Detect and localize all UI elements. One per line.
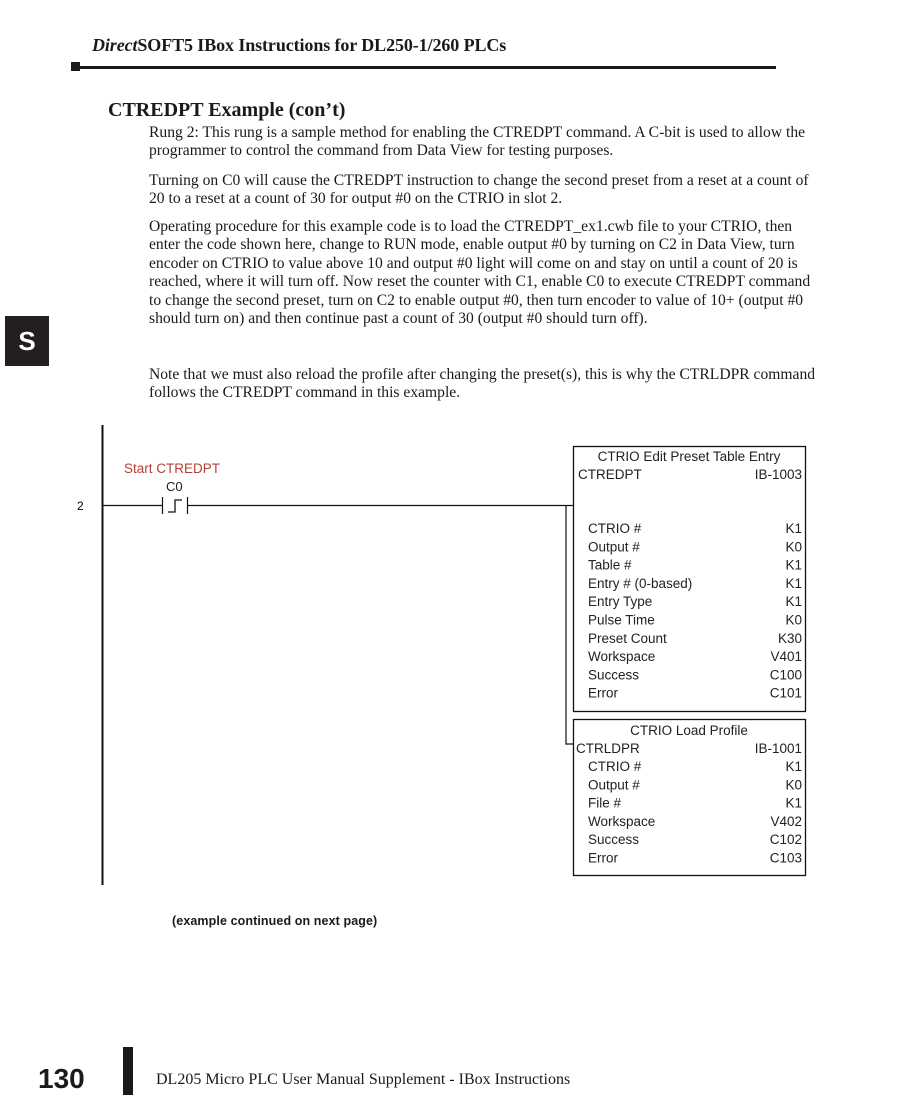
ibox-param-value[interactable]: K0 [785,612,802,628]
header-title-rest: SOFT5 IBox Instructions for DL250-1/260 PLCs [137,35,507,55]
paragraph-c0-behavior: Turning on C0 will cause the CTREDPT instruction to change the second preset from a reset at a count of 20 to a reset at a count of 30 for output #0 on the CTRIO in slot 2. [149,172,809,208]
ibox-param-label: Workspace [588,813,656,829]
ibox-param-label: Preset Count [588,630,667,646]
ibox-param-value[interactable]: K0 [785,777,802,793]
ibox-ctrldpr[interactable] [574,720,806,876]
ibox-param-value[interactable]: K1 [785,557,802,573]
ibox-param-value[interactable]: K1 [785,795,802,811]
ibox-param-value[interactable]: K1 [785,575,802,591]
paragraph-reload-note: Note that we must also reload the profile after changing the preset(s), this is why the CTRLDPR command follows the CTREDPT command in this example. [149,366,816,402]
ibox-param-value[interactable]: K1 [785,594,802,610]
paragraph-rung-description: Rung 2: This rung is a sample method for enabling the CTREDPT command. A C-bit is used to allow the programmer to control the command from Data View for testing purposes. [149,124,806,160]
ibox-param-label: Table # [588,557,632,573]
ibox-param-label: Output # [588,539,640,555]
ibox-param-value[interactable]: C100 [769,667,802,683]
ibox-code: IB-1001 [754,741,802,756]
ibox-param-value[interactable]: C103 [769,850,802,866]
footer-bar [123,1047,133,1095]
ibox-param-value[interactable]: K0 [785,539,802,555]
positive-edge-contact-icon[interactable] [163,497,188,514]
branch-wire [566,506,573,745]
contact-address: C0 [166,479,183,494]
ibox-param-label: Success [588,667,640,683]
ibox-param-label: Pulse Time [588,612,655,628]
ibox-param-label: CTRIO # [588,521,642,536]
ibox-param-label: Entry # (0-based) [588,575,693,591]
footer-title: DL205 Micro PLC User Manual Supplement - IBox Instructions [156,1071,571,1088]
page-number: 130 [38,1063,85,1094]
ibox-param-value[interactable]: C102 [769,832,802,848]
continued-note: (example continued on next page) [172,914,378,928]
ibox-param-value[interactable]: K30 [777,630,802,646]
ibox-code: IB-1003 [754,467,802,482]
section-title: CTREDPT Example (con’t) [108,99,346,121]
ibox-param-value[interactable]: K1 [785,759,802,774]
ibox-param-label: Output # [588,777,640,793]
ibox-param-label: Workspace [588,649,656,665]
header-brand-italic: Direct [92,35,138,55]
ibox-param-label: Success [588,832,640,848]
paragraph-operating-procedure: Operating procedure for this example code is to load the CTREDPT_ex1.cwb file to your CTRIO, then enter the code shown here, change to RUN mode, enable output #0 by turning on C2 in Data View, turn encoder on CTRIO to value above 10 and output #0 light will come on and stay on until a count of 20 is reached, where it will turn off. Now reset the counter with C1, enable C0 to execute CTREDPT command to change the second preset, turn on C2 to enable output #0, then turn encoder to value of 10+ (output #0 should turn on) and then continue past a count of 30 (output #0 should turn off). [149,218,811,328]
ibox-ctredpt[interactable] [574,447,806,712]
ibox-title: CTRIO Load Profile [630,723,748,738]
ibox-param-value[interactable]: K1 [785,521,802,536]
ibox-mnemonic: CTREDPT [578,467,642,482]
contact-comment: Start CTREDPT [124,461,221,476]
ibox-mnemonic: CTRLDPR [576,741,640,756]
ibox-param-label: Entry Type [588,594,653,610]
ibox-param-label: CTRIO # [588,759,642,774]
ibox-param-label: File # [588,795,622,811]
ibox-title: CTRIO Edit Preset Table Entry [597,449,781,464]
ibox-param-label: Error [588,685,618,701]
section-tab: S [5,316,49,366]
ibox-param-value[interactable]: C101 [769,685,802,701]
ibox-param-value[interactable]: V402 [770,813,802,829]
ibox-param-value[interactable]: V401 [770,649,802,665]
ibox-param-label: Error [588,850,618,866]
rung-number: 2 [77,499,84,513]
